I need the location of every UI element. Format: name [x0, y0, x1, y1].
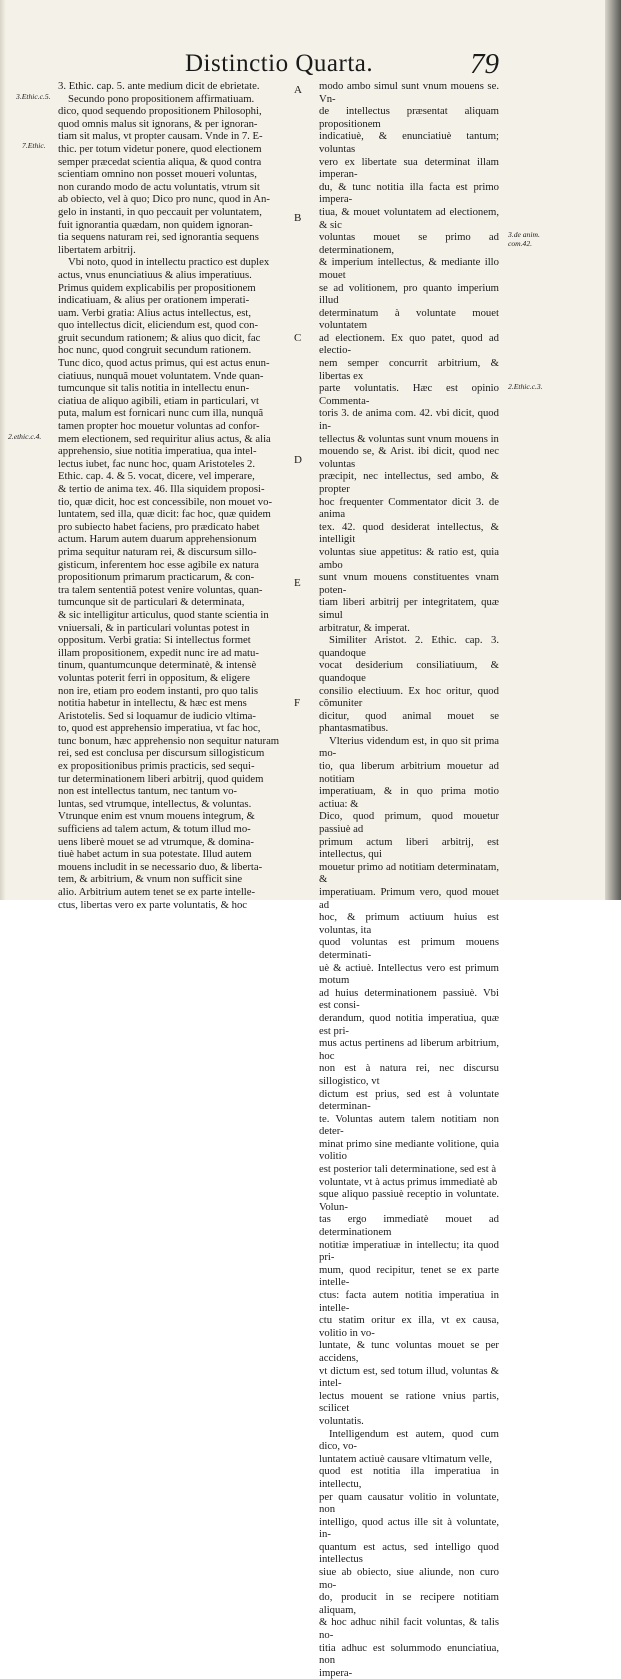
text-line: ciatiua de aliquo agibili, etiam in particulari, vt [58, 394, 259, 407]
text-line: Tunc dico, quod actus primus, qui est actus enun- [58, 357, 270, 370]
text-line: & imperium intellectus, & mediante illo mouet [319, 256, 499, 281]
text-line: non est intellectus tantum, nec tantum vo- [58, 785, 237, 798]
text-line: vt dictum est, sed totum illud, voluntas & intel- [319, 1364, 499, 1390]
text-line: illam propositionem, expedit nunc ire ad matu- [58, 646, 259, 659]
text-line: tamen propter hoc mouetur voluntas ad confor- [58, 420, 260, 433]
text-line: dictum est prius, sed est à voluntate determinan- [319, 1087, 499, 1113]
text-line: non curando modo de actu voluntatis, vtrum sit [58, 180, 260, 193]
text-line: determinatum à voluntate mouet voluntatem [319, 306, 499, 332]
text-line: toris 3. de anima com. 42. vbi dicit, quod in- [319, 407, 499, 433]
text-line: tumcunque sit de particulari & determinata, [58, 596, 245, 609]
text-line: voluntate, vt à actus primus immediatè ab [319, 1175, 498, 1188]
text-line: mouens includit in se necessario duo, & liberta- [58, 860, 263, 873]
text-line: tiuè habet actum in sua potestate. Illud autem [58, 848, 252, 861]
text-line: uens liberè mouet se ad vtrumque, & domina- [58, 835, 254, 848]
text-line: mouetur primo ad notitiam determinatam, & [319, 860, 499, 886]
text-line: 3. Ethic. cap. 5. ante medium dicit de ebrietate. [58, 80, 260, 92]
text-line: gruit secundum rationem; & alius quo dicit, fac [58, 331, 261, 344]
text-line: ciatiuus, nunquã mouet voluntatem. Vnde quan- [58, 369, 264, 382]
text-line: nem semper concurrit arbitrium, & libertas ex [319, 357, 499, 382]
text-line: imperatiuam. Primum vero, quod mouet ad [319, 886, 499, 911]
column-letter: A [294, 84, 302, 96]
text-line: Intelligendum est autem, quod cum dico, vo- [319, 1427, 499, 1453]
text-line: ctus: facta autem notitia imperatiua in intelle- [319, 1289, 499, 1314]
text-line: tio, qua liberum arbitrium mouetur ad notitiam [319, 760, 499, 785]
text-line: Dico, quod primum, quod mouetur passiuè ad [319, 810, 499, 836]
text-line: libertatem arbitrij. [58, 243, 136, 256]
text-line: sque aliquo passiuè receptio in voluntate. Volun- [319, 1188, 499, 1213]
text-line: gisticum, inferentem hoc esse agibile ex natura [58, 558, 259, 571]
right-text-column [319, 80, 499, 1679]
text-line: ctu statim oritur ex illa, vt ex causa, volitio in vo- [319, 1314, 499, 1339]
text-line: minat primo sine mediante volitione, quia volitio [319, 1137, 499, 1163]
text-line: pro subiecto habet faciens, pro prædicato habet [58, 520, 260, 533]
margin-note: 3.Ethic.c.5. [16, 92, 51, 101]
text-line: mum, quod recipitur, tenet se ex parte intelle- [319, 1263, 499, 1289]
text-line: tur determinationem liberi arbitrij, quod quidem [58, 772, 264, 785]
text-line: quantum est actus, sed intelligo quod intellectus [319, 1540, 499, 1566]
left-text-column [58, 80, 281, 911]
text-line: indicatiuè, & enunciatiuè tantum; voluntas [319, 130, 499, 155]
text-line: luntas, sed vtrumque, intellectus, & voluntas. [58, 797, 252, 810]
column-letter: C [294, 332, 302, 344]
text-line: te. Voluntas autem talem notitiam non deter- [319, 1112, 499, 1138]
text-line: dicitur, quod animal mouet se phantasmatibus. [319, 709, 499, 735]
text-line: vniuersali, & in particulari voluntas potest in [58, 621, 250, 634]
text-line: tra talem sententiã potest venire voluntas, quan- [58, 583, 263, 596]
text-line: de intellectus præsentat aliquam propositionem [319, 105, 499, 130]
running-title: Distinctio Quarta. [185, 50, 374, 77]
text-line: gelo in instanti, in quo peccauit per voluntatem, [58, 205, 262, 218]
text-line: sunt vnum mouens constituentes vnam poten- [319, 571, 499, 596]
text-line: Vbi noto, quod in intellectu practico est duplex [68, 256, 270, 269]
text-line: præcipit, nec intellectus, sed ambo, & propter [319, 470, 499, 495]
text-line: rei, sed est conclusa per discursum sillogisticum [58, 747, 265, 760]
text-line: hoc nunc, quod congruit secundum rationem. [58, 344, 252, 357]
text-line: Secundo pono propositionem affirmatiuam. [68, 92, 255, 105]
text-line: mem electionem, sed requiritur alius actus, & alia [58, 432, 271, 445]
text-line: do, producit in se recipere notitiam aliquam, [319, 1591, 499, 1616]
text-line: parte voluntatis. Hæc est opinio Commenta- [319, 382, 499, 407]
text-line: voluntatis. [319, 1414, 364, 1427]
text-line: Aristotelis. Sed si loquamur de iudicio vltima- [58, 709, 256, 722]
text-line: ex propositionibus primis practicis, sed sequi- [58, 760, 255, 773]
text-line: vero ex libertate sua determinat illam imperan- [319, 155, 499, 181]
text-line: tiua, & mouet voluntatem ad electionem, & sic [319, 205, 499, 231]
text-line: tinum, quantumcunque determinatè, & intensè [58, 659, 257, 672]
text-line: luntatem, sed illa, quæ dicit: fac hoc, quæ quidem [58, 508, 271, 521]
text-line: non ire, etiam pro eodem instanti, pro quo talis [58, 684, 259, 697]
text-line: Similiter Aristot. 2. Ethic. cap. 3. quandoque [319, 634, 499, 659]
text-line: mus actus pertinens ad liberum arbitrium, hoc [319, 1037, 499, 1062]
text-line: modo ambo simul sunt vnum mouens se. Vn- [319, 80, 499, 105]
page-edge-shadow [605, 0, 621, 900]
text-line: tiam liberi arbitrij per integritatem, quæ simul [319, 596, 499, 621]
text-line: vocat desiderium consiliatiuum, & quandoque [319, 659, 499, 684]
text-line: tellectus & voluntas sunt vnum mouens in [319, 432, 499, 445]
text-line: ad electionem. Ex quo patet, quod ad electio- [319, 331, 499, 357]
text-line: prima sequitur naturam rei, & discursum sillo- [58, 545, 257, 558]
text-line: ctus, libertas vero ex parte voluntatis, & hoc [58, 898, 248, 911]
margin-note: 3.de anim. com.42. [508, 230, 540, 248]
text-line: puta, malum est fornicari nunc cum illa, nunquã [58, 407, 264, 420]
text-line: thic. per totum videtur ponere, quod electionem [58, 142, 262, 155]
text-line: tiam sit malus, vt propter causam. Vnde in 7. E- [58, 130, 263, 143]
text-line: fuit ignorantia quædam, non quidem ignoran- [58, 218, 253, 231]
text-line: intelligo, quod actus ille sit à voluntate, in- [319, 1515, 499, 1541]
text-line: se ad volitionem, pro quanto imperium illud [319, 281, 499, 307]
text-line: voluntas poterit ferri in oppositum, & eligere [58, 671, 251, 684]
text-line: & sic intelligitur articulus, quod stante scientia in [58, 608, 269, 621]
margin-note: 2.ethic.c.4. [8, 432, 42, 441]
text-line: apprehensio, siue notitia imperatiua, qua intel- [58, 445, 257, 458]
text-line: notitia habetur in intellectu, & hæc est mens [58, 697, 247, 710]
text-line: luntate, & tunc voluntas mouet se per accidens, [319, 1339, 499, 1364]
text-line: dico, quod sequendo propositionem Philosophi, [58, 105, 262, 118]
column-letter: B [294, 212, 302, 224]
text-line: Ethic. cap. 4. & 5. vocat, dicere, vel imperare, [58, 470, 255, 483]
text-line: hoc frequenter Commentator dicit 3. de anima [319, 495, 499, 521]
text-line: consilio electiuum. Ex hoc oritur, quod cõmuniter [319, 684, 499, 710]
text-line: quo intellectus dicit, eliciendum est, quod con- [58, 319, 259, 332]
text-line: actus, vnus enunciatiuus & alius imperatiuus. [58, 268, 252, 281]
text-line: tia sequens naturam rei, sed ignorantia sequens [58, 231, 259, 244]
text-line: Primus quidem explicabilis per propositionem [58, 281, 256, 294]
text-line: semper præcedat scientia aliqua, & quod contra [58, 155, 262, 168]
text-line: indicatiuam, & alius per orationem imperati- [58, 294, 250, 307]
text-line: luntatem actiuè causare vltimatum velle, [319, 1452, 493, 1465]
text-line: & hoc adhuc nihil facit voluntas, & talis no- [319, 1616, 499, 1642]
text-line: voluntas mouet se primo ad determinationem, [319, 231, 499, 256]
text-line: actum. Harum autem duarum apprehensionum [58, 533, 257, 546]
text-line: tunc bonum, hæc apprehensio non sequitur naturam [58, 734, 280, 747]
text-line: Vtrunque enim est vnum mouens integrum, & [58, 810, 255, 823]
text-line: tem, & arbitrium, & vnum non sufficit sine [58, 873, 243, 886]
text-line: siue ab obiecto, siue aliunde, non curo mo- [319, 1566, 499, 1591]
text-line: quod omnis malus sit ignorans, & per ignoran- [58, 117, 258, 130]
text-line: hoc, & primum actiuum huius est voluntas, ita [319, 911, 499, 936]
page-number: 79 [470, 48, 499, 80]
text-line: ad huius determinationem passiuè. Vbi est consi- [319, 986, 499, 1012]
text-line: lectus mouent se ratione vnius partis, scilicet [319, 1389, 499, 1415]
text-line: du, & tunc notitia illa facta est primo impera- [319, 180, 499, 206]
text-line: to, quod est apprehensio imperatiua, vt fac hoc, [58, 722, 261, 735]
text-line: oppositum. Verbi gratia: Si intellectus formet [58, 634, 251, 647]
text-line: imperatiuam, & in quo prima motio actiua: & [319, 785, 499, 810]
column-letter: D [294, 454, 302, 466]
margin-note: 2.Ethic.c.3. [508, 382, 543, 391]
text-line: tio, quæ dicit, hoc est concessibile, non mouet vo- [58, 495, 273, 508]
text-line: derandum, quod notitia imperatiua, quæ est pri- [319, 1011, 499, 1037]
text-line: lectus iubet, fac nunc hoc, quam Aristoteles 2. [58, 457, 256, 470]
text-line: tex. 42. quod desiderat intellectus, & intelligit [319, 520, 499, 546]
text-line: per quam causatur volitio in voluntate, non [319, 1490, 499, 1516]
column-letter: F [294, 697, 301, 709]
text-line: quod est notitia illa imperatiua in intellectu, [319, 1465, 499, 1490]
text-line: Vlterius videndum est, in quo sit prima mo- [319, 734, 499, 760]
text-line: quod voluntas est primum mouens determinati- [319, 936, 499, 961]
text-line: sufficiens ad talem actum, & totum illud mo- [58, 823, 251, 836]
text-line: uam. Verbi gratia: Alius actus intellectus, est, [58, 306, 252, 319]
text-line: ab obiecto, vel à quo; Dico pro nunc, quod in An- [58, 193, 270, 206]
text-line: arbitratur, & imperat. [319, 621, 410, 634]
text-line: tas ergo immediatè mouet ad determinationem [319, 1213, 499, 1239]
text-line: uè & actiuè. Intellectus vero est primum motum [319, 961, 499, 987]
text-line: mouendo se, & Arist. ibi dicit, quod nec voluntas [319, 445, 499, 470]
text-line: & tertio de anima tex. 46. Illa siquidem proposi- [58, 483, 265, 495]
column-letter: E [294, 577, 301, 589]
text-line: propositionum primarum practicarum, & con- [58, 571, 255, 584]
text-line: alio. Arbitrium autem tenet se ex parte intelle- [58, 886, 256, 898]
gutter-shadow [0, 0, 6, 900]
text-line: scientiam omnino non posset moueri voluntas, [58, 168, 257, 181]
text-line: non est à natura rei, nec discursu sillogistico, vt [319, 1062, 499, 1087]
margin-note: 7.Ethic. [22, 141, 46, 150]
text-line: tumcunque sit talis notitia in intellectu enun- [58, 382, 250, 395]
text-line: est posterior tali determinatione, sed est à [319, 1163, 497, 1176]
text-line: impera- [319, 1666, 353, 1679]
text-line: voluntas siue appetitus: & ratio est, quia ambo [319, 545, 499, 571]
text-line: primum actum liberi arbitrij, est intellectus, qui [319, 835, 499, 861]
text-line: titia adhuc est solummodo enunciatiua, non [319, 1641, 499, 1667]
text-line: notitiæ imperatiuæ in intellectu; ita quod pri- [319, 1238, 499, 1264]
